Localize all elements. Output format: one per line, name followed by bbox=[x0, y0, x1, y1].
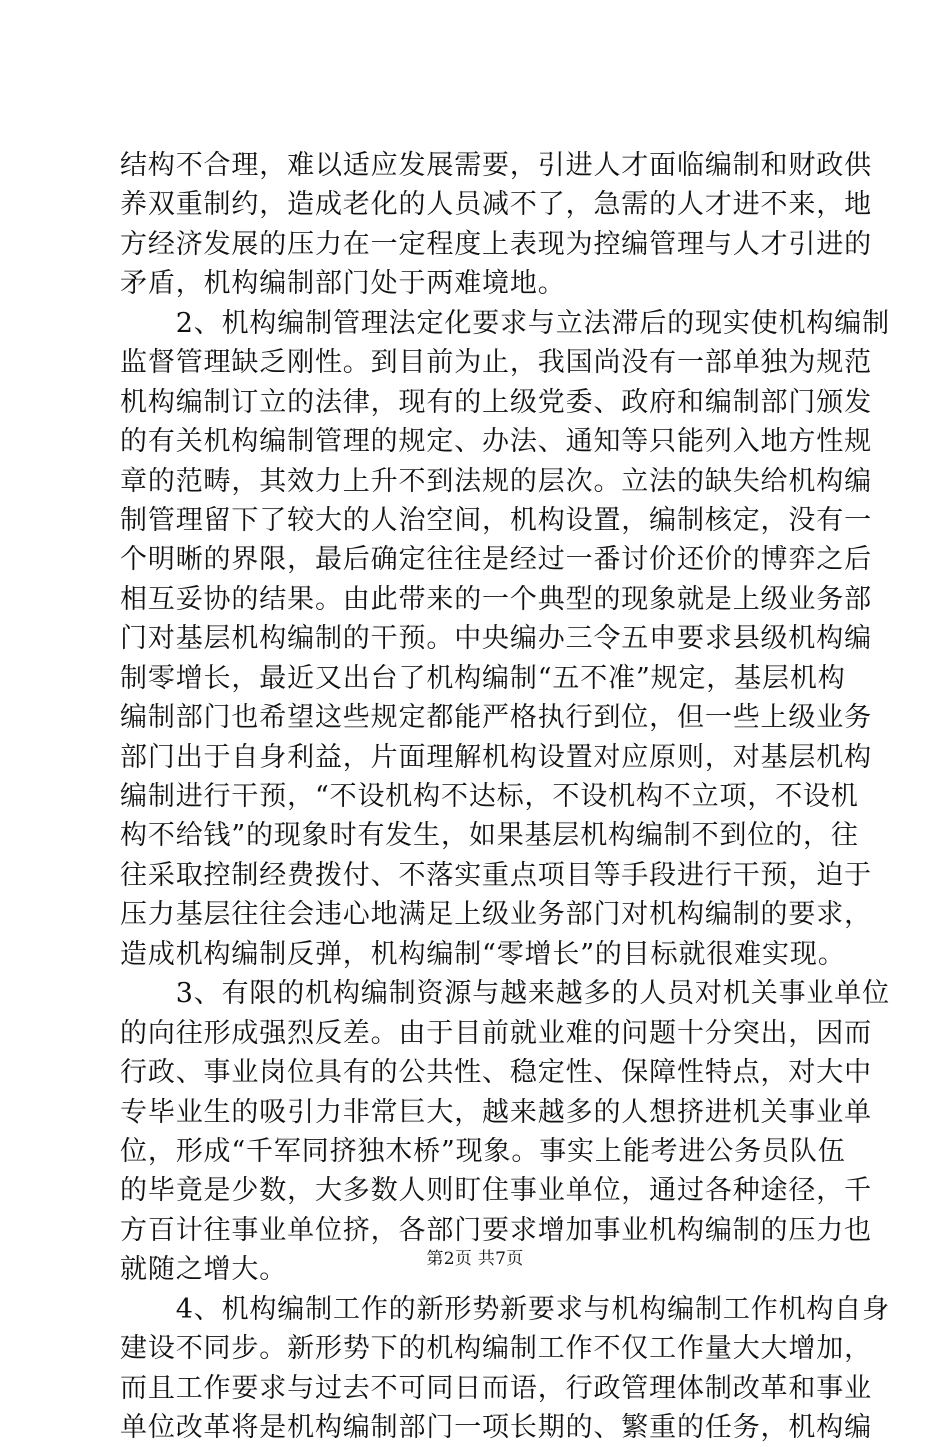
text-line: 行政、事业岗位具有的公共性、稳定性、保障性特点，对大中 bbox=[120, 1057, 872, 1089]
text-line: 往采取控制经费拨付、不落实重点项目等手段进行干预，迫于 bbox=[120, 859, 872, 891]
text-line: 机构编制订立的法律，现有的上级党委、政府和编制部门颁发 bbox=[120, 386, 872, 418]
text-line: 部门出于自身利益，片面理解机构设置对应原则，对基层机构 bbox=[120, 741, 872, 773]
text-line: 门对基层机构编制的干预。中央编办三令五申要求县级机构编 bbox=[120, 623, 872, 655]
text-line: 监督管理缺乏刚性。到目前为止，我国尚没有一部单独为规范 bbox=[120, 347, 872, 379]
text-line: 压力基层往往会违心地满足上级业务部门对机构编制的要求， bbox=[120, 899, 872, 931]
text-line: 个明晰的界限，最后确定往往是经过一番讨价还价的博弈之后 bbox=[120, 544, 872, 576]
text-line: 矛盾，机构编制部门处于两难境地。 bbox=[120, 268, 566, 300]
text-line: 的有关机构编制管理的规定、办法、通知等只能列入地方性规 bbox=[120, 426, 872, 458]
text-line: 造成机构编制反弹，机构编制“零增长”的目标就很难实现。 bbox=[120, 938, 846, 970]
text-line: 2、机构编制管理法定化要求与立法滞后的现实使机构编制 bbox=[120, 307, 890, 339]
text-line: 养双重制约，造成老化的人员减不了，急需的人才进不来，地 bbox=[120, 189, 872, 221]
text-line: 专毕业生的吸引力非常巨大，越来越多的人想挤进机关事业单 bbox=[120, 1096, 872, 1128]
text-line: 单位改革将是机构编制部门一项长期的、繁重的任务，机构编 bbox=[120, 1412, 872, 1443]
text-line: 就随之增大。 bbox=[120, 1254, 288, 1286]
text-line: 3、有限的机构编制资源与越来越多的人员对机关事业单位 bbox=[120, 978, 890, 1010]
text-line: 章的范畴，其效力上升不到法规的层次。立法的缺失给机构编 bbox=[120, 465, 872, 497]
text-line: 制零增长，最近又出台了机构编制“五不准”规定，基层机构 bbox=[120, 662, 846, 694]
text-line: 方经济发展的压力在一定程度上表现为控编管理与人才引进的 bbox=[120, 228, 872, 260]
text-line: 4、机构编制工作的新形势新要求与机构编制工作机构自身 bbox=[120, 1293, 890, 1325]
text-line: 制管理留下了较大的人治空间，机构设置，编制核定，没有一 bbox=[120, 504, 872, 536]
text-line: 编制部门也希望这些规定都能严格执行到位，但一些上级业务 bbox=[120, 702, 872, 734]
text-line: 编制进行干预，“不设机构不达标，不设机构不立项，不设机 bbox=[120, 781, 859, 812]
text-line: 相互妥协的结果。由此带来的一个典型的现象就是上级业务部 bbox=[120, 583, 872, 615]
text-line: 方百计往事业单位挤，各部门要求增加事业机构编制的压力也 bbox=[120, 1214, 872, 1246]
text-line: 建设不同步。新形势下的机构编制工作不仅工作量大大增加， bbox=[120, 1333, 872, 1365]
text-line: 的向往形成强烈反差。由于目前就业难的问题十分突出，因而 bbox=[120, 1017, 872, 1049]
text-line: 结构不合理，难以适应发展需要，引进人才面临编制和财政供 bbox=[120, 150, 872, 181]
text-line: 构不给钱”的现象时有发生，如果基层机构编制不到位的，往 bbox=[120, 820, 859, 852]
page-footer: 第2页 共7页 bbox=[426, 1249, 524, 1269]
text-line: 位，形成“千军同挤独木桥”现象。事实上能考进公务员队伍 bbox=[120, 1135, 846, 1167]
text-line: 的毕竟是少数，大多数人则盯住事业单位，通过各种途径，千 bbox=[120, 1175, 872, 1207]
text-line: 而且工作要求与过去不可同日而语，行政管理体制改革和事业 bbox=[120, 1372, 872, 1404]
